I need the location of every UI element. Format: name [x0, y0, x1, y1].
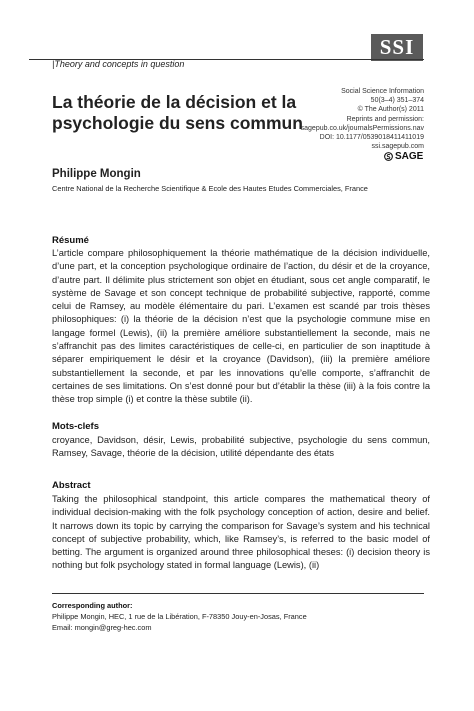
- publication-meta: [260, 87, 424, 151]
- abstract-text: Taking the philosophical standpoint, this article compares the mathematical theory of individual decision-making with the folk psychology conception of action, desire and belief. It narrows down its topic by carrying the comparison for Savage’s system and his technical concept of subjective probability, which, like Ramsey’s, is referred to the basic model of betting. The argument is organized around three philosophical theses: (i) decision theory is nothing but folk psychology stated in formal language (Lewis), (ii): [52, 494, 430, 571]
- section-label-text: Theory and concepts in question: [54, 59, 185, 69]
- volume-pages: 50(3–4) 351–374: [370, 97, 424, 105]
- doi[interactable]: DOI: 10.1177/0539018411411019: [319, 134, 424, 142]
- reprints-label: Reprints and permission:: [346, 115, 424, 123]
- article-title-line-2: psychologie du sens commun: [52, 113, 303, 133]
- resume-heading: Résumé: [52, 235, 89, 246]
- sage-logo-icon: [384, 152, 393, 161]
- journal-website-link[interactable]: ssi.sagepub.com: [371, 143, 424, 151]
- section-label: [52, 59, 184, 69]
- keywords-text: croyance, Davidson, désir, Lewis, probabilité subjective, psychologie du sens commun, Ramsey, Savage, théorie de la décision, utilité dépendante des états: [52, 435, 430, 459]
- corresponding-author-email[interactable]: Email: mongin@greg-hec.com: [52, 623, 152, 632]
- publisher-name: SAGE: [395, 151, 424, 162]
- journal-logo: SSI: [371, 34, 423, 61]
- copyright: © The Author(s) 2011: [357, 106, 424, 114]
- author-name: Philippe Mongin: [52, 168, 141, 180]
- abstract-heading: Abstract: [52, 480, 91, 491]
- section-label-bar: |: [52, 59, 55, 69]
- permissions-link[interactable]: sagepub.co.uk/journalsPermissions.nav: [300, 124, 424, 132]
- corresponding-author-heading: Corresponding author:: [52, 601, 133, 610]
- article-title-line-1: La théorie de la décision et la: [52, 92, 297, 112]
- footer-rule: [52, 593, 424, 594]
- corresponding-author-address: Philippe Mongin, HEC, 1 rue de la Libération, F-78350 Jouy-en-Josas, France: [52, 612, 307, 621]
- journal-name: Social Science Information: [341, 88, 424, 95]
- keywords-heading: Mots-clefs: [52, 421, 99, 432]
- publisher-logo: [384, 151, 423, 162]
- author-affiliation: Centre National de la Recherche Scientifique & Ecole des Hautes Etudes Commerciales, France: [52, 184, 368, 193]
- resume-text: L’article compare philosophiquement la théorie mathématique de la décision individuelle, d’une part, et la conception psychologique ordinaire de l’action, du désir et de la croyance, d’autre part. Il délimite plus strictement son objet en étudiant, sous cet angle comparatif, le système de Savage et son concept technique de probabilité subjective, rapporté, comme celui de Ramsey, au modèle élémentaire du pari. L’examen est scandé par trois thèses philosophiques: (i) la théorie de la décision n’est que la psychologie commune mise en langage formel (Lewis), (ii) la première améliore substantiellement la seconde, mais ne s’affranchit pas des limites caractéristiques de celle-ci, en particulier de son inaptitude à séparer empiriquement le désir et la croyance (Davidson), (iii) la première améliore substantiellement la seconde, et par les innovations qu’elle comporte, s’affranchit de certaines de ses limitations. On s’est donné pour but d’établir la thèse (iii) à la fois contre la thèse trop simple (i) et contre la thèse subtile (ii).: [52, 248, 430, 405]
